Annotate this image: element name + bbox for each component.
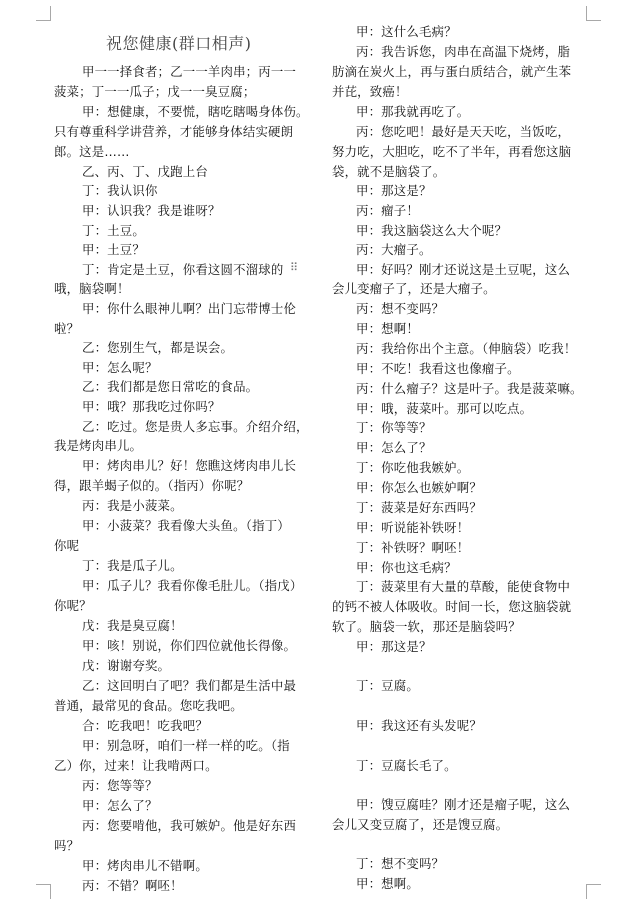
text-line: 吗？	[54, 838, 80, 853]
text-line: 甲：哦？那我吃过你吗？	[82, 399, 221, 414]
page-corner-mark	[36, 884, 51, 899]
text-line: 丁：你等等？	[356, 420, 432, 435]
text-line: 的钙不被人体吸收。时间一长，您这脑袋就	[332, 599, 572, 614]
text-line: 戊：谢谢夸奖。	[82, 658, 171, 673]
text-line: 丙：我是小菠菜。	[82, 498, 183, 513]
text-line: 丁：土豆。	[82, 223, 145, 238]
text-line: 会儿又变豆腐了，还是馊豆腐。	[332, 817, 509, 832]
text-line: 啦？	[54, 321, 80, 336]
document-title: 祝您健康(群口相声)	[106, 34, 252, 53]
text-line: 甲：怎么呢？	[82, 360, 158, 375]
page-corner-mark	[36, 6, 51, 21]
text-line: 甲：那我就再吃了。	[356, 104, 470, 119]
text-line: 袋，就不是脑袋了。	[332, 164, 446, 179]
text-line: 丙：我给你出个主意。（伸脑袋）吃我！	[356, 341, 577, 356]
text-line: 软了。脑袋一软，那还是脑袋吗？	[332, 619, 521, 634]
text-line: 你呢？	[54, 598, 92, 613]
text-line: 甲：瓜子儿？我看你像毛肚儿。（指戊）	[82, 578, 303, 593]
text-line: 甲：那这是？	[356, 639, 432, 654]
text-line: 乙）你，过来！让我啃两口。	[54, 758, 218, 773]
text-line: 甲：想健康，不要慌，瞎吃瞎喝身体伤。	[82, 104, 309, 119]
text-line: 丁：豆腐长毛了。	[356, 758, 457, 773]
text-line: 乙、丙、丁、戊跑上台	[82, 164, 208, 179]
text-line: 会儿变瘤子了，还是大瘤子。	[332, 281, 496, 296]
drag-handle-icon[interactable]: ⠿	[290, 261, 299, 274]
text-line: 甲：馊豆腐哇？刚才还是瘤子呢，这么	[356, 797, 571, 812]
text-line: 甲：别急呀，咱们一样一样的吃。（指	[82, 738, 290, 753]
text-line: 丙：您要啃他，我可嫉妒。他是好东西	[82, 818, 297, 833]
text-line: 丁：补铁呀？啊呸！	[356, 540, 470, 555]
page-corner-mark	[586, 6, 601, 21]
text-line: 哦，脑袋啊！	[54, 281, 130, 296]
text-line: 乙：我们都是您日常吃的食品。	[82, 379, 259, 394]
text-line: 丁：豆腐。	[356, 678, 419, 693]
text-line: 你呢	[54, 538, 80, 553]
text-line: 丙：我告诉您，肉串在高温下烧烤，脂	[356, 44, 571, 59]
text-line: 我是烤肉串儿。	[54, 438, 143, 453]
text-line: 甲：怎么了？	[82, 798, 158, 813]
text-line: 甲：烤肉串儿？好！您瞧这烤肉串儿长	[82, 458, 297, 473]
text-line: 普通，最常见的食品。您吃我吧。	[54, 698, 243, 713]
text-line: 甲：你也这毛病？	[356, 560, 457, 575]
text-line: 并芘，致癌！	[332, 84, 408, 99]
text-line: 甲：想啊。	[356, 876, 419, 891]
text-line: 丙：您吃吧！最好是天天吃，当饭吃，	[356, 124, 571, 139]
text-line: 丙：想不变吗？	[356, 301, 445, 316]
text-line: 得，跟羊蝎子似的。（指丙）你呢？	[54, 478, 250, 493]
text-line: 丁：菠菜是好东西吗？	[356, 500, 482, 515]
text-line: 肪滴在炭火上，再与蛋白质结合，就产生苯	[332, 64, 572, 79]
text-line: 甲：这什么毛病？	[356, 24, 457, 39]
text-line: 甲：想啊！	[356, 321, 419, 336]
text-line: 只有尊重科学讲营养，才能够身体结实硬朗	[54, 124, 294, 139]
text-line: 菠菜；丁一一瓜子；戊一一臭豆腐；	[54, 84, 256, 99]
text-line: 丁：想不变吗？	[356, 856, 445, 871]
text-line: 甲：怎么了？	[356, 440, 432, 455]
text-line: 甲：你怎么也嫉妒啊？	[356, 480, 482, 495]
text-line: 甲：好吗？刚才还说这是土豆呢，这么	[356, 262, 571, 277]
text-line: 丁：我认识你	[82, 183, 158, 198]
text-line: 丁：菠菜里有大量的草酸，能使食物中	[356, 579, 571, 594]
text-line: 丁：你吃他我嫉妒。	[356, 460, 470, 475]
text-line: 甲：不吃！我看这也像瘤子。	[356, 361, 520, 376]
text-line: 甲：哦，菠菜叶。那可以吃点。	[356, 401, 533, 416]
text-line: 努力吃，大胆吃，吃不了半年，再看您这脑	[332, 144, 572, 159]
text-line: 丙：大瘤子。	[356, 242, 432, 257]
text-line: 甲：烤肉串儿不错啊。	[82, 858, 208, 873]
text-line: 甲：土豆？	[82, 242, 145, 257]
text-line: 乙：这回明白了吧？我们都是生活中最	[82, 678, 297, 693]
page-corner-mark	[586, 884, 601, 899]
text-line: 丁：肯定是土豆，你看这圆不溜球的	[82, 262, 284, 277]
text-line: 甲一一择食者；乙一一羊肉串；丙一一	[82, 64, 297, 79]
text-line: 乙：您别生气，都是误会。	[82, 340, 234, 355]
text-line: 戊：我是臭豆腐！	[82, 618, 183, 633]
text-line: 乙：吃过。您是贵人多忘事。介绍介绍，	[82, 419, 309, 434]
text-line: 丙：不错？啊呸！	[82, 878, 183, 893]
text-line: 甲：认识我？我是谁呀？	[82, 203, 221, 218]
text-line: 甲：我这还有头发呢？	[356, 718, 482, 733]
text-line: 郎。这是……	[54, 144, 130, 159]
text-line: 甲：咳！别说，你们四位就他长得像。	[82, 638, 297, 653]
text-line: 丙：您等等？	[82, 778, 158, 793]
text-line: 合：吃我吧！吃我吧？	[82, 718, 208, 733]
text-line: 丁：我是瓜子儿。	[82, 558, 183, 573]
text-line: 甲：那这是？	[356, 183, 432, 198]
text-line: 丙：什么瘤子？这是叶子。我是菠菜嘛。	[356, 381, 583, 396]
text-line: 甲：你什么眼神儿啊？出门忘带博士伦	[82, 301, 297, 316]
text-line: 甲：我这脑袋这么大个呢？	[356, 223, 508, 238]
text-line: 甲：小菠菜？我看像大头鱼。（指丁）	[82, 518, 290, 533]
text-line: 丙：瘤子！	[356, 203, 419, 218]
text-line: 甲：听说能补铁呀！	[356, 520, 470, 535]
